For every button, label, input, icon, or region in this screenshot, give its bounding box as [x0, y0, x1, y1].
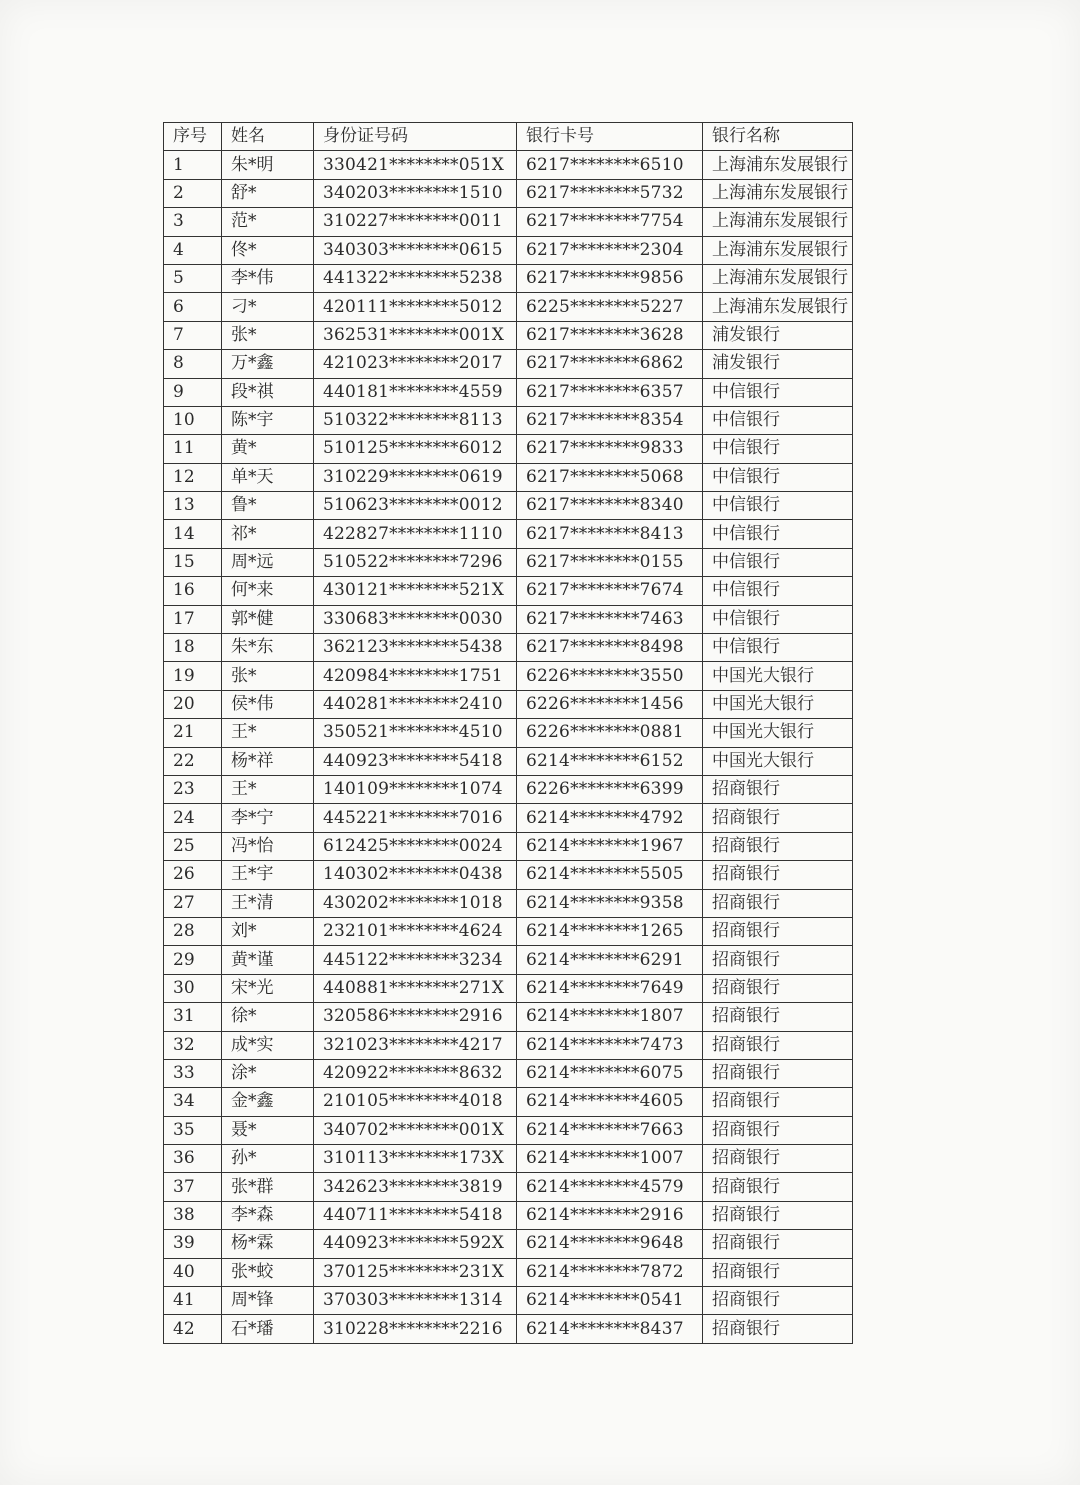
cell-name: 黄*谨	[222, 946, 314, 974]
cell-seq: 7	[164, 321, 222, 349]
cell-card-number: 6214********4605	[517, 1088, 703, 1116]
cell-id-number: 340702********001X	[314, 1116, 517, 1144]
cell-id-number: 310229********0619	[314, 463, 517, 491]
table-row	[164, 577, 853, 605]
cell-bank-name: 中信银行	[703, 406, 853, 434]
cell-card-number: 6226********6399	[517, 775, 703, 803]
cell-card-number: 6217********8413	[517, 520, 703, 548]
cell-seq: 6	[164, 293, 222, 321]
cell-card-number: 6214********2916	[517, 1201, 703, 1229]
cell-seq: 13	[164, 492, 222, 520]
cell-name: 侯*伟	[222, 690, 314, 718]
header-id-number: 身份证号码	[314, 123, 517, 151]
cell-name: 聂*	[222, 1116, 314, 1144]
cell-seq: 21	[164, 719, 222, 747]
table-row	[164, 520, 853, 548]
cell-name: 刘*	[222, 917, 314, 945]
table-row	[164, 1145, 853, 1173]
cell-card-number: 6217********9833	[517, 435, 703, 463]
header-seq: 序号	[164, 123, 222, 151]
cell-card-number: 6217********8498	[517, 634, 703, 662]
cell-name: 冯*怡	[222, 832, 314, 860]
cell-bank-name: 中信银行	[703, 492, 853, 520]
cell-name: 范*	[222, 208, 314, 236]
cell-seq: 14	[164, 520, 222, 548]
cell-id-number: 140302********0438	[314, 861, 517, 889]
cell-name: 张*	[222, 321, 314, 349]
table-row	[164, 179, 853, 207]
cell-name: 刁*	[222, 293, 314, 321]
cell-bank-name: 招商银行	[703, 1315, 853, 1343]
cell-seq: 33	[164, 1059, 222, 1087]
cell-id-number: 340203********1510	[314, 179, 517, 207]
cell-card-number: 6217********8340	[517, 492, 703, 520]
cell-seq: 29	[164, 946, 222, 974]
cell-id-number: 370303********1314	[314, 1287, 517, 1315]
table-row	[164, 321, 853, 349]
cell-seq: 4	[164, 236, 222, 264]
cell-bank-name: 招商银行	[703, 1059, 853, 1087]
cell-id-number: 430202********1018	[314, 889, 517, 917]
table-row	[164, 889, 853, 917]
cell-id-number: 362531********001X	[314, 321, 517, 349]
cell-id-number: 420111********5012	[314, 293, 517, 321]
cell-card-number: 6214********7649	[517, 974, 703, 1002]
cell-card-number: 6214********9358	[517, 889, 703, 917]
cell-name: 徐*	[222, 1003, 314, 1031]
cell-id-number: 510125********6012	[314, 435, 517, 463]
cell-id-number: 370125********231X	[314, 1258, 517, 1286]
cell-card-number: 6225********5227	[517, 293, 703, 321]
cell-seq: 15	[164, 548, 222, 576]
cell-id-number: 350521********4510	[314, 719, 517, 747]
cell-card-number: 6217********7754	[517, 208, 703, 236]
cell-name: 朱*明	[222, 151, 314, 179]
cell-card-number: 6217********5068	[517, 463, 703, 491]
cell-seq: 8	[164, 350, 222, 378]
table-row	[164, 1116, 853, 1144]
cell-name: 王*清	[222, 889, 314, 917]
cell-name: 王*宇	[222, 861, 314, 889]
cell-bank-name: 招商银行	[703, 1258, 853, 1286]
cell-card-number: 6217********6510	[517, 151, 703, 179]
cell-seq: 39	[164, 1230, 222, 1258]
cell-bank-name: 上海浦东发展银行	[703, 293, 853, 321]
cell-card-number: 6214********6075	[517, 1059, 703, 1087]
cell-bank-name: 招商银行	[703, 804, 853, 832]
cell-name: 何*来	[222, 577, 314, 605]
cell-id-number: 510623********0012	[314, 492, 517, 520]
cell-name: 黄*	[222, 435, 314, 463]
table-body	[164, 151, 853, 1343]
cell-id-number: 440711********5418	[314, 1201, 517, 1229]
cell-card-number: 6214********5505	[517, 861, 703, 889]
cell-card-number: 6226********3550	[517, 662, 703, 690]
table-row	[164, 634, 853, 662]
table-row	[164, 293, 853, 321]
table-row	[164, 208, 853, 236]
cell-card-number: 6214********1007	[517, 1145, 703, 1173]
cell-bank-name: 上海浦东发展银行	[703, 179, 853, 207]
cell-bank-name: 上海浦东发展银行	[703, 151, 853, 179]
cell-id-number: 445221********7016	[314, 804, 517, 832]
cell-card-number: 6214********7872	[517, 1258, 703, 1286]
cell-name: 宋*光	[222, 974, 314, 1002]
cell-name: 孙*	[222, 1145, 314, 1173]
cell-id-number: 330683********0030	[314, 605, 517, 633]
cell-name: 成*实	[222, 1031, 314, 1059]
table-row	[164, 1003, 853, 1031]
cell-bank-name: 招商银行	[703, 1173, 853, 1201]
cell-id-number: 440923********5418	[314, 747, 517, 775]
cell-card-number: 6217********7463	[517, 605, 703, 633]
cell-id-number: 510522********7296	[314, 548, 517, 576]
cell-bank-name: 招商银行	[703, 946, 853, 974]
cell-seq: 30	[164, 974, 222, 1002]
cell-name: 佟*	[222, 236, 314, 264]
cell-bank-name: 中国光大银行	[703, 747, 853, 775]
cell-seq: 1	[164, 151, 222, 179]
header-card-number: 银行卡号	[517, 123, 703, 151]
table-row	[164, 435, 853, 463]
cell-card-number: 6214********4579	[517, 1173, 703, 1201]
cell-name: 鲁*	[222, 492, 314, 520]
cell-card-number: 6217********8354	[517, 406, 703, 434]
cell-card-number: 6214********6291	[517, 946, 703, 974]
table-row	[164, 236, 853, 264]
table-row	[164, 151, 853, 179]
cell-bank-name: 招商银行	[703, 832, 853, 860]
cell-name: 杨*祥	[222, 747, 314, 775]
cell-id-number: 340303********0615	[314, 236, 517, 264]
cell-name: 舒*	[222, 179, 314, 207]
cell-card-number: 6214********4792	[517, 804, 703, 832]
table-row	[164, 861, 853, 889]
cell-card-number: 6214********1265	[517, 917, 703, 945]
table-row	[164, 662, 853, 690]
cell-seq: 35	[164, 1116, 222, 1144]
cell-seq: 12	[164, 463, 222, 491]
table-row	[164, 832, 853, 860]
cell-id-number: 440923********592X	[314, 1230, 517, 1258]
cell-id-number: 421023********2017	[314, 350, 517, 378]
header-name: 姓名	[222, 123, 314, 151]
cell-card-number: 6226********0881	[517, 719, 703, 747]
table-row	[164, 1173, 853, 1201]
table-row	[164, 1059, 853, 1087]
table-row	[164, 378, 853, 406]
cell-seq: 16	[164, 577, 222, 605]
table-row	[164, 1230, 853, 1258]
cell-seq: 11	[164, 435, 222, 463]
cell-id-number: 310113********173X	[314, 1145, 517, 1173]
table-row	[164, 264, 853, 292]
cell-bank-name: 上海浦东发展银行	[703, 264, 853, 292]
cell-bank-name: 招商银行	[703, 1088, 853, 1116]
cell-name: 李*伟	[222, 264, 314, 292]
table-row	[164, 605, 853, 633]
cell-seq: 22	[164, 747, 222, 775]
cell-seq: 3	[164, 208, 222, 236]
cell-name: 王*	[222, 719, 314, 747]
cell-bank-name: 上海浦东发展银行	[703, 208, 853, 236]
cell-id-number: 441322********5238	[314, 264, 517, 292]
cell-seq: 32	[164, 1031, 222, 1059]
cell-name: 周*锋	[222, 1287, 314, 1315]
cell-card-number: 6214********7473	[517, 1031, 703, 1059]
cell-bank-name: 招商银行	[703, 1230, 853, 1258]
cell-seq: 2	[164, 179, 222, 207]
cell-bank-name: 中信银行	[703, 435, 853, 463]
cell-seq: 17	[164, 605, 222, 633]
cell-card-number: 6214********8437	[517, 1315, 703, 1343]
cell-seq: 38	[164, 1201, 222, 1229]
cell-name: 陈*宇	[222, 406, 314, 434]
cell-name: 祁*	[222, 520, 314, 548]
cell-id-number: 440181********4559	[314, 378, 517, 406]
cell-bank-name: 招商银行	[703, 974, 853, 1002]
cell-bank-name: 中信银行	[703, 463, 853, 491]
table-row	[164, 747, 853, 775]
cell-bank-name: 中信银行	[703, 634, 853, 662]
cell-name: 王*	[222, 775, 314, 803]
table-row	[164, 974, 853, 1002]
cell-seq: 40	[164, 1258, 222, 1286]
cell-id-number: 342623********3819	[314, 1173, 517, 1201]
cell-id-number: 310227********0011	[314, 208, 517, 236]
cell-id-number: 310228********2216	[314, 1315, 517, 1343]
cell-bank-name: 中国光大银行	[703, 690, 853, 718]
table-header	[164, 123, 853, 151]
cell-card-number: 6214********9648	[517, 1230, 703, 1258]
cell-name: 单*天	[222, 463, 314, 491]
table-row	[164, 946, 853, 974]
cell-seq: 27	[164, 889, 222, 917]
recipient-table	[163, 122, 853, 1344]
cell-bank-name: 招商银行	[703, 775, 853, 803]
cell-bank-name: 招商银行	[703, 1031, 853, 1059]
cell-name: 金*鑫	[222, 1088, 314, 1116]
table-row	[164, 406, 853, 434]
cell-seq: 20	[164, 690, 222, 718]
table-row	[164, 690, 853, 718]
cell-id-number: 440881********271X	[314, 974, 517, 1002]
cell-name: 张*群	[222, 1173, 314, 1201]
cell-seq: 18	[164, 634, 222, 662]
cell-name: 杨*霖	[222, 1230, 314, 1258]
cell-bank-name: 上海浦东发展银行	[703, 236, 853, 264]
cell-card-number: 6214********6152	[517, 747, 703, 775]
cell-card-number: 6217********7674	[517, 577, 703, 605]
cell-id-number: 140109********1074	[314, 775, 517, 803]
cell-card-number: 6214********1967	[517, 832, 703, 860]
table-row	[164, 1287, 853, 1315]
cell-name: 张*	[222, 662, 314, 690]
cell-bank-name: 招商银行	[703, 1287, 853, 1315]
cell-seq: 34	[164, 1088, 222, 1116]
cell-id-number: 445122********3234	[314, 946, 517, 974]
table-row	[164, 917, 853, 945]
cell-seq: 42	[164, 1315, 222, 1343]
cell-seq: 19	[164, 662, 222, 690]
cell-seq: 31	[164, 1003, 222, 1031]
cell-card-number: 6217********9856	[517, 264, 703, 292]
cell-id-number: 321023********4217	[314, 1031, 517, 1059]
cell-seq: 36	[164, 1145, 222, 1173]
cell-id-number: 422827********1110	[314, 520, 517, 548]
cell-id-number: 430121********521X	[314, 577, 517, 605]
cell-bank-name: 中信银行	[703, 378, 853, 406]
cell-seq: 28	[164, 917, 222, 945]
cell-name: 石*璠	[222, 1315, 314, 1343]
cell-card-number: 6217********3628	[517, 321, 703, 349]
cell-name: 李*森	[222, 1201, 314, 1229]
cell-card-number: 6226********1456	[517, 690, 703, 718]
cell-id-number: 510322********8113	[314, 406, 517, 434]
table-row	[164, 1031, 853, 1059]
cell-bank-name: 中信银行	[703, 577, 853, 605]
cell-bank-name: 中信银行	[703, 520, 853, 548]
cell-card-number: 6214********7663	[517, 1116, 703, 1144]
table-row	[164, 1315, 853, 1343]
cell-id-number: 612425********0024	[314, 832, 517, 860]
cell-bank-name: 招商银行	[703, 1201, 853, 1229]
cell-name: 涂*	[222, 1059, 314, 1087]
cell-bank-name: 招商银行	[703, 889, 853, 917]
cell-name: 万*鑫	[222, 350, 314, 378]
cell-seq: 37	[164, 1173, 222, 1201]
cell-bank-name: 浦发银行	[703, 321, 853, 349]
cell-seq: 25	[164, 832, 222, 860]
cell-seq: 5	[164, 264, 222, 292]
cell-card-number: 6217********5732	[517, 179, 703, 207]
cell-name: 段*祺	[222, 378, 314, 406]
cell-card-number: 6214********1807	[517, 1003, 703, 1031]
cell-name: 周*远	[222, 548, 314, 576]
cell-name: 张*蛟	[222, 1258, 314, 1286]
table-row	[164, 492, 853, 520]
cell-bank-name: 中信银行	[703, 605, 853, 633]
cell-id-number: 232101********4624	[314, 917, 517, 945]
cell-seq: 41	[164, 1287, 222, 1315]
table-row	[164, 1088, 853, 1116]
cell-bank-name: 招商银行	[703, 917, 853, 945]
cell-id-number: 440281********2410	[314, 690, 517, 718]
cell-id-number: 362123********5438	[314, 634, 517, 662]
cell-seq: 23	[164, 775, 222, 803]
cell-card-number: 6217********6862	[517, 350, 703, 378]
cell-bank-name: 浦发银行	[703, 350, 853, 378]
cell-id-number: 420984********1751	[314, 662, 517, 690]
cell-id-number: 330421********051X	[314, 151, 517, 179]
table-row	[164, 1258, 853, 1286]
table-row	[164, 1201, 853, 1229]
cell-id-number: 320586********2916	[314, 1003, 517, 1031]
cell-bank-name: 招商银行	[703, 1145, 853, 1173]
cell-name: 郭*健	[222, 605, 314, 633]
cell-seq: 9	[164, 378, 222, 406]
cell-bank-name: 招商银行	[703, 1116, 853, 1144]
cell-seq: 24	[164, 804, 222, 832]
cell-name: 朱*东	[222, 634, 314, 662]
header-bank-name: 银行名称	[703, 123, 853, 151]
cell-card-number: 6217********2304	[517, 236, 703, 264]
table-row	[164, 463, 853, 491]
cell-name: 李*宁	[222, 804, 314, 832]
cell-bank-name: 中国光大银行	[703, 719, 853, 747]
table-row	[164, 350, 853, 378]
cell-card-number: 6217********6357	[517, 378, 703, 406]
cell-id-number: 210105********4018	[314, 1088, 517, 1116]
table-row	[164, 804, 853, 832]
cell-bank-name: 招商银行	[703, 1003, 853, 1031]
cell-seq: 10	[164, 406, 222, 434]
table-row	[164, 719, 853, 747]
cell-card-number: 6214********0541	[517, 1287, 703, 1315]
cell-bank-name: 中信银行	[703, 548, 853, 576]
cell-seq: 26	[164, 861, 222, 889]
header-row	[164, 123, 853, 151]
cell-card-number: 6217********0155	[517, 548, 703, 576]
cell-bank-name: 中国光大银行	[703, 662, 853, 690]
cell-id-number: 420922********8632	[314, 1059, 517, 1087]
cell-bank-name: 招商银行	[703, 861, 853, 889]
table-row	[164, 548, 853, 576]
table-row	[164, 775, 853, 803]
